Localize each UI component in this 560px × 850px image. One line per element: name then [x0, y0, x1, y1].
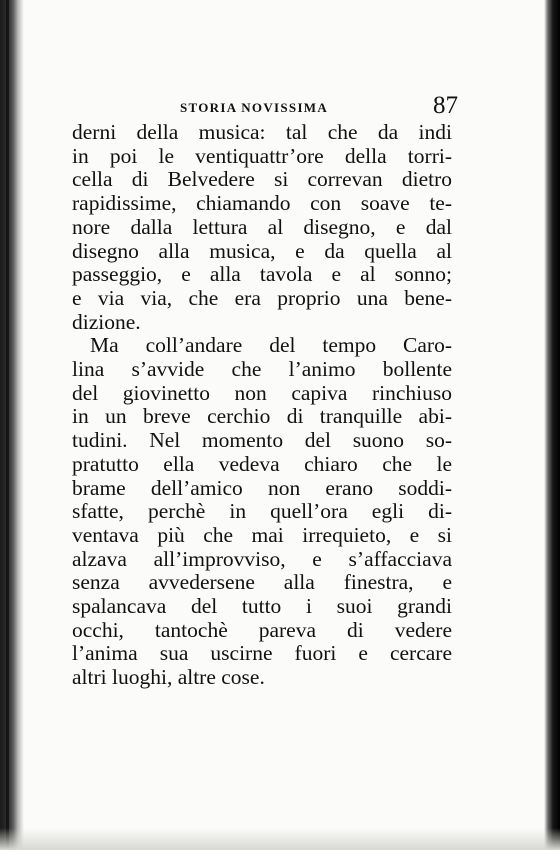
text-line: sfatte, perchè in quell’ora egli di- [72, 499, 452, 524]
body-text [72, 121, 452, 690]
page-bottom-edge [0, 828, 560, 850]
text-line: lina s’avvide che l’animo bollente [72, 357, 452, 382]
text-line: altri luoghi, altre cose. [72, 665, 265, 690]
text-line: del giovinetto non capiva rinchiuso [72, 380, 452, 405]
text-line: in poi le ventiquattr’ore della torri- [72, 143, 452, 168]
text-line: derni della musica: tal che da indi [72, 120, 452, 144]
text-line: passeggio, e alla tavola e al sonno; [72, 262, 452, 287]
text-line: e via via, che era proprio una bene- [72, 285, 452, 310]
text-line: alzava all’improvviso, e s’affacciava [72, 546, 452, 571]
text-line: dizione. [72, 309, 141, 334]
page-number: 87 [433, 92, 458, 119]
text-line: disegno alla musica, e da quella al [72, 238, 452, 263]
binding-shadow [0, 0, 24, 850]
running-title: STORIA NOVISSIMA [180, 100, 329, 115]
text-line: occhi, tantochè pareva di vedere [72, 617, 452, 642]
text-line: cella di Belvedere si correvan dietro [72, 167, 452, 192]
page-right-edge [544, 0, 560, 850]
text-line: brame dell’amico non erano soddi- [72, 475, 452, 500]
binding-edge-line [6, 0, 9, 850]
text-line: in un breve cerchio di tranquille abi- [72, 404, 452, 429]
text-line: ventava più che mai irrequieto, e si [72, 522, 452, 547]
text-line: rapidissime, chiamando con soave te- [72, 191, 452, 216]
text-line: l’anima sua uscirne fuori e cercare [72, 641, 452, 666]
paragraph-start-line: Ma coll’andare del tempo Caro- [90, 333, 452, 358]
text-line: tudini. Nel momento del suono so- [72, 428, 452, 453]
text-line: spalancava del tutto i suoi grandi [72, 594, 452, 619]
text-line: pratutto ella vedeva chiaro che le [72, 451, 452, 476]
text-line: senza avvedersene alla finestra, e [72, 570, 452, 595]
text-line: nore dalla lettura al disegno, e dal [72, 214, 452, 239]
